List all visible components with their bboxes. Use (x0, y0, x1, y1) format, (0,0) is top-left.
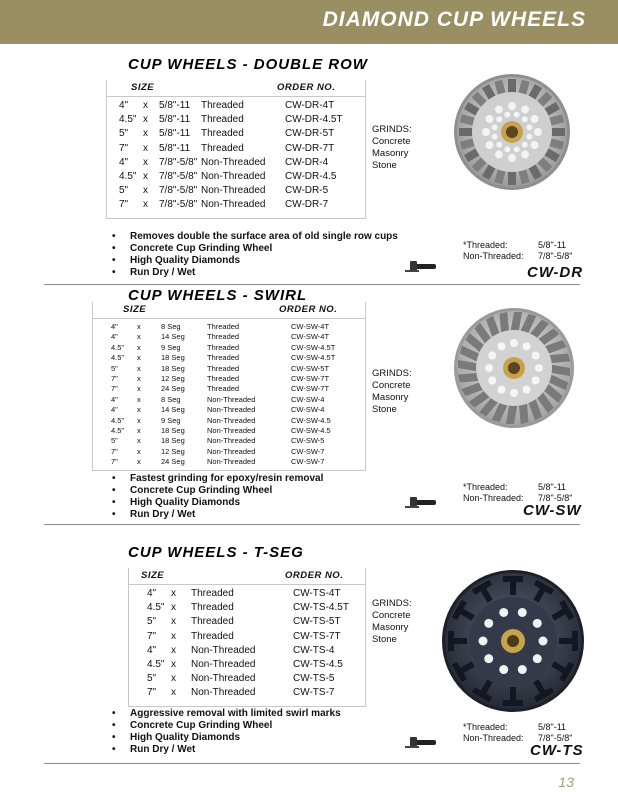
cell-x: x (171, 602, 176, 614)
cell-x: x (143, 156, 148, 168)
order-column-header: ORDER NO. (279, 304, 338, 315)
feature-item: • Run Dry / Wet (112, 267, 398, 279)
cell-type: Non-Threaded (207, 405, 256, 415)
nonthreaded-value: 7/8"-5/8" (538, 493, 573, 503)
cell-x: x (171, 644, 176, 656)
product-code-cw-ts: CW-TS (530, 742, 584, 759)
cell-arbor: 18 Seg (161, 363, 185, 373)
size-column-header: SIZE (131, 82, 155, 93)
cell-type: Non-Threaded (201, 171, 266, 182)
cell-type: Non-Threaded (191, 687, 256, 699)
cell-x: x (143, 142, 148, 154)
cell-size: 4.5" (147, 659, 165, 670)
cell-size: 7" (111, 457, 118, 467)
cell-order: CW-TS-4T (293, 588, 341, 599)
cell-x: x (137, 322, 141, 331)
cell-type: Threaded (191, 630, 234, 642)
feature-item: • High Quality Diamonds (112, 255, 398, 267)
cell-order: CW-SW-4 (291, 394, 325, 404)
cell-arbor: 8 Seg (161, 322, 181, 331)
cell-order: CW-SW-4.5T (291, 342, 336, 352)
cell-x: x (137, 457, 141, 467)
section-title-swirl: CUP WHEELS - SWIRL (128, 287, 308, 304)
cell-x: x (137, 332, 141, 342)
cell-arbor: 5/8"-11 (159, 128, 191, 140)
thread-spec-double-row (463, 240, 572, 262)
cell-order: CW-SW-4T (291, 332, 330, 342)
cell-arbor: 8 Seg (161, 394, 181, 404)
cell-order: CW-DR-7T (285, 142, 335, 154)
cell-x: x (137, 363, 141, 373)
cell-order: CW-SW-7T (291, 384, 330, 394)
thread-spec-swirl (463, 482, 572, 504)
nonthreaded-label: Non-Threaded: (463, 493, 524, 503)
cell-arbor: 5/8"-11 (159, 114, 191, 126)
cell-arbor: 14 Seg (161, 405, 185, 415)
cell-arbor: 18 Seg (161, 426, 185, 435)
threaded-value: 5/8"-11 (538, 482, 567, 492)
cell-x: x (137, 384, 141, 394)
grinds-stone: Stone (372, 404, 397, 415)
size-column-header: SIZE (141, 570, 165, 581)
feature-item: • High Quality Diamonds (112, 497, 323, 509)
page-title: DIAMOND CUP WHEELS (322, 8, 586, 31)
cell-type: Threaded (191, 602, 234, 614)
cell-type: Non-Threaded (201, 199, 266, 211)
cell-type: Threaded (207, 332, 240, 342)
grinds-info-t-seg (372, 598, 412, 646)
cell-x: x (171, 630, 176, 642)
grinds-label: GRINDS: (372, 124, 412, 135)
feature-item: • High Quality Diamonds (112, 732, 341, 744)
cell-size: 4" (147, 588, 157, 599)
cell-x: x (143, 100, 148, 111)
grinds-label: GRINDS: (372, 368, 412, 379)
grinds-info-double-row (372, 124, 412, 172)
cell-type: Non-Threaded (207, 426, 256, 435)
cell-size: 7" (147, 687, 157, 699)
cell-x: x (137, 405, 141, 415)
cell-order: CW-TS-4.5T (293, 602, 349, 614)
cell-arbor: 5/8"-11 (159, 100, 191, 111)
cell-arbor: 7/8"-5/8" (159, 156, 198, 168)
cell-size: 4.5" (111, 353, 125, 363)
cell-order: CW-SW-7 (291, 446, 325, 456)
cell-x: x (171, 687, 176, 699)
cell-type: Threaded (207, 322, 240, 331)
cell-type: Threaded (191, 588, 234, 599)
cell-order: CW-DR-5 (285, 185, 329, 197)
section-divider (44, 524, 580, 525)
t-seg-features (112, 708, 341, 756)
cell-arbor: 12 Seg (161, 374, 185, 383)
section-title-t-seg: CUP WHEELS - T-SEG (128, 544, 304, 561)
cell-order: CW-SW-4.5 (291, 415, 331, 425)
cell-order: CW-TS-7 (293, 687, 335, 699)
table-header (129, 568, 365, 585)
cell-order: CW-TS-4 (293, 644, 335, 656)
section-divider (44, 284, 580, 285)
cell-size: 4" (111, 332, 118, 342)
cell-size: 7" (111, 374, 118, 383)
cell-order: CW-SW-4.5 (291, 426, 331, 435)
cell-size: 4" (119, 100, 129, 111)
cell-x: x (171, 588, 176, 599)
feature-item: • Concrete Cup Grinding Wheel (112, 485, 323, 497)
cell-type: Threaded (201, 100, 244, 111)
nonthreaded-value: 7/8"-5/8" (538, 251, 573, 261)
cell-type: Threaded (207, 342, 240, 352)
nonthreaded-label: Non-Threaded: (463, 251, 524, 261)
cell-arbor: 5/8"-11 (159, 142, 191, 154)
cell-size: 4" (147, 644, 157, 656)
cell-size: 4" (111, 394, 118, 404)
cell-x: x (171, 673, 176, 685)
size-column-header: SIZE (123, 304, 147, 315)
cell-x: x (137, 374, 141, 383)
cell-type: Threaded (201, 114, 244, 126)
swirl-features (112, 473, 323, 521)
angle-grinder-icon (404, 258, 438, 274)
cell-size: 5" (111, 436, 118, 446)
cell-order: CW-SW-5 (291, 436, 325, 446)
cell-x: x (137, 394, 141, 404)
feature-item: • Fastest grinding for epoxy/resin removal (112, 473, 323, 485)
cell-size: 4.5" (119, 171, 137, 182)
cell-type: Threaded (207, 353, 240, 363)
nonthreaded-value: 7/8"-5/8" (538, 733, 573, 743)
cell-size: 4" (119, 156, 129, 168)
cell-type: Non-Threaded (207, 436, 256, 446)
feature-item: • Aggressive removal with limited swirl marks (112, 708, 341, 720)
double-row-features (112, 231, 398, 279)
nonthreaded-label: Non-Threaded: (463, 733, 524, 743)
grinds-info-swirl (372, 368, 412, 416)
cell-type: Threaded (207, 384, 240, 394)
double-row-cup-wheel-image (452, 72, 572, 192)
cell-x: x (137, 353, 141, 363)
grinds-stone: Stone (372, 160, 397, 171)
cell-size: 5" (147, 673, 157, 685)
cell-size: 4.5" (119, 114, 137, 126)
page-number: 13 (558, 774, 574, 790)
cell-order: CW-SW-5T (291, 363, 330, 373)
cell-size: 7" (119, 199, 129, 211)
cell-order: CW-TS-7T (293, 630, 341, 642)
cell-size: 4.5" (111, 415, 125, 425)
cell-order: CW-SW-4T (291, 322, 330, 331)
cell-arbor: 18 Seg (161, 353, 185, 363)
cell-x: x (143, 128, 148, 140)
product-code-cw-dr: CW-DR (527, 264, 584, 281)
cell-order: CW-SW-7 (291, 457, 325, 467)
cell-arbor: 7/8"-5/8" (159, 171, 198, 182)
cell-type: Non-Threaded (207, 415, 256, 425)
cell-arbor: 7/8"-5/8" (159, 199, 198, 211)
cell-x: x (143, 171, 148, 182)
table-header (107, 80, 365, 97)
cell-x: x (171, 616, 176, 628)
t-seg-table (128, 568, 366, 707)
cell-x: x (137, 342, 141, 352)
order-column-header: ORDER NO. (277, 82, 336, 93)
cell-arbor: 18 Seg (161, 436, 185, 446)
cell-x: x (137, 415, 141, 425)
cell-arbor: 24 Seg (161, 384, 185, 394)
cell-order: CW-SW-7T (291, 374, 330, 383)
cell-size: 7" (147, 630, 157, 642)
cell-type: Threaded (191, 616, 234, 628)
threaded-label: *Threaded: (463, 722, 508, 732)
cell-x: x (171, 659, 176, 670)
cell-arbor: 9 Seg (161, 342, 181, 352)
grinds-masonry: Masonry (372, 148, 409, 159)
cell-size: 4.5" (111, 426, 125, 435)
feature-item: • Concrete Cup Grinding Wheel (112, 720, 341, 732)
grinds-concrete: Concrete (372, 380, 411, 391)
threaded-label: *Threaded: (463, 482, 508, 492)
cell-arbor: 12 Seg (161, 446, 185, 456)
cell-size: 5" (119, 185, 129, 197)
section-title-double-row: CUP WHEELS - DOUBLE ROW (128, 56, 368, 73)
grinds-concrete: Concrete (372, 136, 411, 147)
cell-size: 7" (111, 446, 118, 456)
cell-order: CW-DR-4T (285, 100, 335, 111)
cell-x: x (143, 114, 148, 126)
grinds-label: GRINDS: (372, 598, 412, 609)
cell-type: Non-Threaded (207, 394, 256, 404)
cell-type: Non-Threaded (207, 446, 256, 456)
order-column-header: ORDER NO. (285, 570, 344, 581)
cell-size: 4.5" (111, 342, 125, 352)
cell-order: CW-TS-4.5 (293, 659, 343, 670)
cell-size: 4.5" (147, 602, 165, 614)
cell-size: 5" (111, 363, 118, 373)
t-seg-cup-wheel-image (440, 568, 586, 714)
cell-size: 5" (119, 128, 129, 140)
cell-type: Threaded (201, 142, 244, 154)
cell-type: Threaded (201, 128, 244, 140)
cell-type: Non-Threaded (207, 457, 256, 467)
angle-grinder-icon (404, 494, 438, 510)
table-header (93, 302, 365, 319)
cell-order: CW-TS-5 (293, 673, 335, 685)
cell-type: Threaded (207, 374, 240, 383)
thread-spec-t-seg (463, 722, 572, 744)
threaded-label: *Threaded: (463, 240, 508, 250)
swirl-table (92, 302, 366, 471)
cell-size: 5" (147, 616, 157, 628)
cell-type: Non-Threaded (191, 659, 256, 670)
section-divider (44, 763, 580, 764)
feature-item: • Concrete Cup Grinding Wheel (112, 243, 398, 255)
cell-order: CW-DR-5T (285, 128, 335, 140)
cell-size: 7" (111, 384, 118, 394)
cell-x: x (143, 185, 148, 197)
cell-order: CW-DR-4 (285, 156, 329, 168)
cell-type: Non-Threaded (201, 185, 266, 197)
cell-type: Threaded (207, 363, 240, 373)
cell-size: 7" (119, 142, 129, 154)
cell-x: x (137, 426, 141, 435)
product-code-cw-sw: CW-SW (523, 502, 582, 519)
cell-order: CW-DR-7 (285, 199, 329, 211)
header-banner (0, 0, 618, 44)
cell-order: CW-SW-4 (291, 405, 325, 415)
grinds-masonry: Masonry (372, 392, 409, 403)
cell-type: Non-Threaded (191, 644, 256, 656)
cell-type: Non-Threaded (201, 156, 266, 168)
cell-order: CW-DR-4.5 (285, 171, 337, 182)
angle-grinder-icon (404, 734, 438, 750)
cell-arbor: 9 Seg (161, 415, 181, 425)
cell-arbor: 24 Seg (161, 457, 185, 467)
feature-item: • Removes double the surface area of old single row cups (112, 231, 398, 243)
cell-size: 4" (111, 322, 118, 331)
cell-order: CW-TS-5T (293, 616, 341, 628)
cell-type: Non-Threaded (191, 673, 256, 685)
grinds-concrete: Concrete (372, 610, 411, 621)
cell-x: x (137, 436, 141, 446)
cell-arbor: 7/8"-5/8" (159, 185, 198, 197)
feature-item: • Run Dry / Wet (112, 509, 323, 521)
cell-order: CW-SW-4.5T (291, 353, 336, 363)
feature-item: • Run Dry / Wet (112, 744, 341, 756)
threaded-value: 5/8"-11 (538, 722, 567, 732)
grinds-masonry: Masonry (372, 622, 409, 633)
cell-size: 4" (111, 405, 118, 415)
swirl-cup-wheel-image (452, 306, 576, 430)
cell-x: x (137, 446, 141, 456)
double-row-table (106, 80, 366, 219)
grinds-stone: Stone (372, 634, 397, 645)
threaded-value: 5/8"-11 (538, 240, 567, 250)
cell-order: CW-DR-4.5T (285, 114, 343, 126)
cell-x: x (143, 199, 148, 211)
cell-arbor: 14 Seg (161, 332, 185, 342)
